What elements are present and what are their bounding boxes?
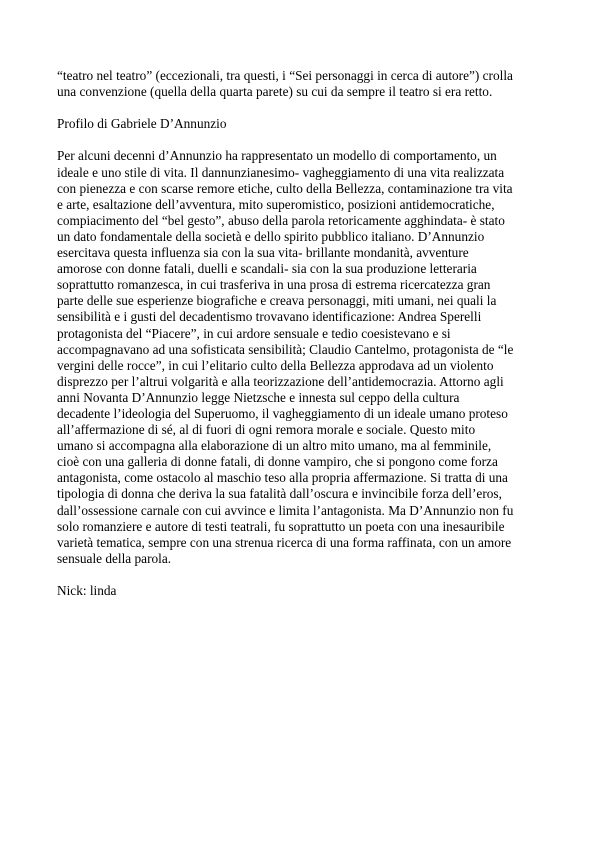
text-line: “teatro nel teatro” (eccezionali, tra questi, i “Sei personaggi in cerca di autore”) crolla (57, 68, 513, 83)
text-line: soprattutto romanzesca, in cui trasferiva in una prosa di estrema ricercatezza gran (57, 277, 491, 293)
text-line: ideale e uno stile di vita. Il dannunzianesimo- vagheggiamento di una vita realizzata (57, 164, 505, 180)
text-line: decadente l’ideologia del Superuomo, il vagheggiamento di un ideale umano proteso (57, 405, 508, 421)
text-line: vergini delle rocce”, in cui l’elitario culto della Bellezza approdava ad un violento (57, 357, 494, 373)
text-line: amorose con donne fatali, duelli e scandali- sia con la sua produzione letteraria (57, 261, 477, 277)
text-line: compiacimento del “bel gesto”, abuso della parola retoricamente agghindata- è stato (57, 212, 505, 228)
text-line: una convenzione (quella della quarta parete) su cui da sempre il teatro si era retto. (57, 84, 493, 100)
text-line: parte delle sue esperienze biografiche e creava personaggi, miti umani, nei quali la (57, 293, 497, 309)
signature (57, 583, 542, 599)
text-line: cioè con una galleria di donne fatali, di donne vampiro, che si pongono come forza (57, 454, 498, 470)
text-line: Per alcuni decenni d’Annunzio ha rappresentato un modello di comportamento, un (57, 148, 497, 164)
section-title (57, 116, 542, 132)
text-line: solo romanziere e autore di testi teatrali, fu soprattutto un poeta con una inesauribile (57, 518, 505, 534)
text-line: dall’ossessione carnale con cui avvince e limita l’antagonista. Ma D’Annunzio non fu (57, 502, 514, 518)
text-line: esercitava questa influenza sia con la sua vita- brillante mondanità, avventure (57, 245, 469, 261)
text-line: antagonista, come ostacolo al maschio teso alla propria affermazione. Si tratta di una (57, 470, 508, 486)
text-line: varietà tematica, sempre con una strenua ricerca di una forma raffinata, con un amore (57, 534, 512, 550)
text-line: un dato fondamentale della società e dello spirito pubblico italiano. D’Annunzio (57, 228, 485, 244)
paragraph-spacer (57, 132, 542, 148)
text-line: sensibilità e i gusti del decadentismo trovavano identificazione: Andrea Sperelli (57, 309, 482, 325)
text-line: tipologia di donna che deriva la sua fatalità dall’oscura e invincibile forza dell’eros, (57, 486, 502, 502)
text-line: umano si accompagna alla elaborazione di un altro mito umano, ma al femminile, (57, 438, 492, 454)
document-text (57, 68, 542, 599)
text-line: disprezzo per l’altrui volgarità e alla teorizzazione dell’antidemocrazia. Attorno agli (57, 373, 504, 389)
text-line: sensuale della parola. (57, 550, 172, 566)
paragraph-spacer (57, 567, 542, 583)
paragraph-spacer (57, 100, 542, 116)
signature-text: Nick: linda (57, 583, 117, 598)
text-line: anni Novanta D’Annunzio legge Nietzsche e innesta sul ceppo della cultura (57, 389, 460, 405)
section-title-text: Profilo di Gabriele D’Annunzio (57, 116, 227, 132)
text-line: accompagnavano ad una sofisticata sensibilità; Claudio Cantelmo, protagonista de “le (57, 341, 514, 357)
text-line: con pienezza e con scarse remore etiche, culto della Bellezza, contaminazione tra vita (57, 180, 513, 196)
text-line: e arte, esaltazione dell’avventura, mito superomistico, posizioni antidemocratiche, (57, 196, 495, 212)
intro-paragraph (57, 68, 542, 100)
body-paragraph (57, 148, 542, 566)
text-line: protagonista del “Piacere”, in cui ardore sensuale e tedio coesistevano e si (57, 325, 451, 341)
text-line: all’affermazione di sé, al di fuori di ogni remora morale e sociale. Questo mito (57, 422, 476, 438)
